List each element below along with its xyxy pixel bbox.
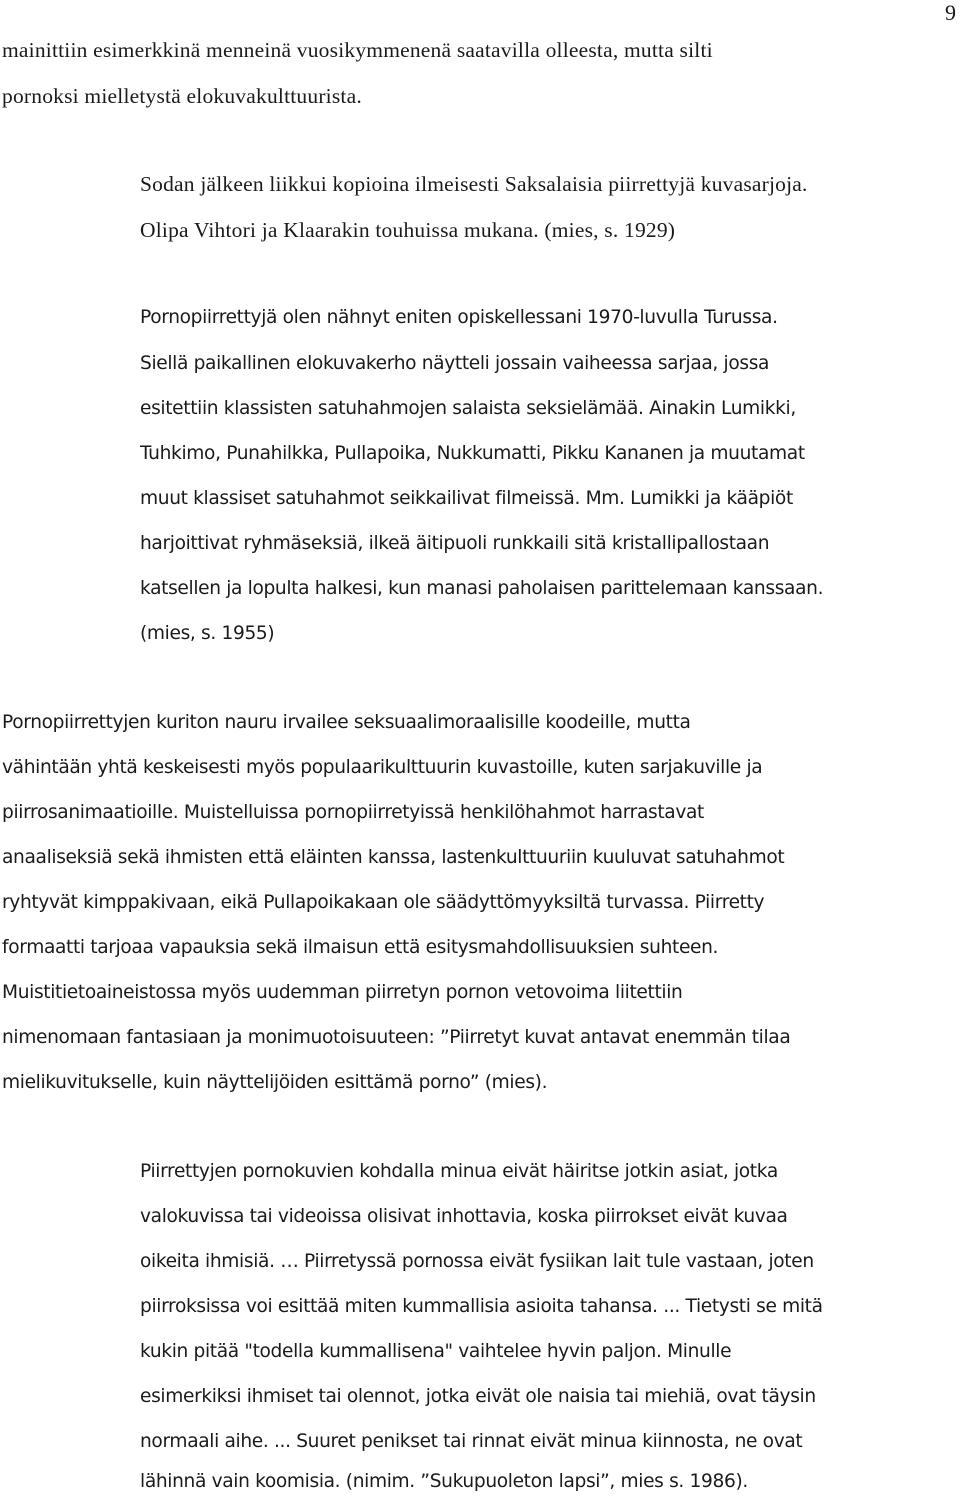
- text-line: Pornopiirrettyjen kuriton nauru irvailee seksuaalimoraalisille koodeille, mutta: [2, 712, 691, 733]
- text-line: nimenomaan fantasiaan ja monimuotoisuuteen: ”Piirretyt kuvat antavat enemmän tilaa: [2, 1027, 791, 1048]
- text-line: esitettiin klassisten satuhahmojen salaista seksielämää. Ainakin Lumikki,: [140, 398, 796, 419]
- text-line: piirrosanimaatioille. Muistelluissa pornopiirretyissä henkilöhahmot harrastavat: [2, 802, 704, 823]
- text-line: (mies, s. 1955): [140, 623, 275, 644]
- text-line: Pornopiirrettyjä olen nähnyt eniten opiskellessani 1970-luvulla Turussa.: [140, 307, 778, 328]
- text-line: piirroksissa voi esittää miten kummallisia asioita tahansa. ... Tietysti se mitä: [140, 1296, 823, 1317]
- text-line: ryhtyvät kimppakivaan, eikä Pullapoikakaan ole säädyttömyyksiltä turvassa. Piirretty: [2, 892, 765, 913]
- text-line: Piirrettyjen pornokuvien kohdalla minua eivät häiritse jotkin asiat, jotka: [140, 1161, 778, 1182]
- text-line: Sodan jälkeen liikkui kopioina ilmeisesti Saksalaisia piirrettyjä kuvasarjoja.: [140, 172, 808, 196]
- text-line: normaali aihe. ... Suuret penikset tai rinnat eivät minua kiinnosta, ne ovat: [140, 1431, 803, 1452]
- text-line: oikeita ihmisiä. … Piirretyssä pornossa eivät fysiikan lait tule vastaan, joten: [140, 1251, 814, 1272]
- text-line: pornoksi mielletystä elokuvakulttuurista.: [2, 84, 362, 108]
- text-line: lähinnä vain koomisia. (nimim. ”Sukupuoleton lapsi”, mies s. 1986).: [140, 1471, 748, 1492]
- text-line: Siellä paikallinen elokuvakerho näytteli jossain vaiheessa sarjaa, jossa: [140, 353, 770, 374]
- text-line: Muistitietoaineistossa myös uudemman piirretyn pornon vetovoima liitettiin: [2, 982, 683, 1003]
- text-line: Olipa Vihtori ja Klaarakin touhuissa mukana. (mies, s. 1929): [140, 218, 676, 242]
- text-line: katsellen ja lopulta halkesi, kun manasi paholaisen parittelemaan kanssaan.: [140, 578, 824, 599]
- text-line: Tuhkimo, Punahilkka, Pullapoika, Nukkumatti, Pikku Kananen ja muutamat: [140, 443, 805, 464]
- page-number: 9: [945, 0, 956, 25]
- text-line: esimerkiksi ihmiset tai olennot, jotka eivät ole naisia tai miehiä, ovat täysin: [140, 1386, 816, 1407]
- text-line: mainittiin esimerkkinä menneinä vuosikymmenenä saatavilla olleesta, mutta silti: [2, 38, 713, 62]
- text-line: anaaliseksiä sekä ihmisten että eläinten kanssa, lastenkulttuuriin kuuluvat satuhahmot: [2, 847, 785, 868]
- text-line: vähintään yhtä keskeisesti myös populaarikulttuurin kuvastoille, kuten sarjakuville ja: [2, 757, 763, 778]
- text-line: kukin pitää "todella kummallisena" vaihtelee hyvin paljon. Minulle: [140, 1341, 732, 1362]
- text-line: muut klassiset satuhahmot seikkailivat filmeissä. Mm. Lumikki ja kääpiöt: [140, 488, 793, 509]
- text-line: valokuvissa tai videoissa olisivat inhottavia, koska piirrokset eivät kuvaa: [140, 1206, 788, 1227]
- text-line: formaatti tarjoaa vapauksia sekä ilmaisun että esitysmahdollisuuksien suhteen.: [2, 937, 719, 958]
- text-line: mielikuvitukselle, kuin näyttelijöiden esittämä porno” (mies).: [2, 1072, 548, 1093]
- text-line: harjoittivat ryhmäseksiä, ilkeä äitipuoli runkkaili sitä kristallipallostaan: [140, 533, 770, 554]
